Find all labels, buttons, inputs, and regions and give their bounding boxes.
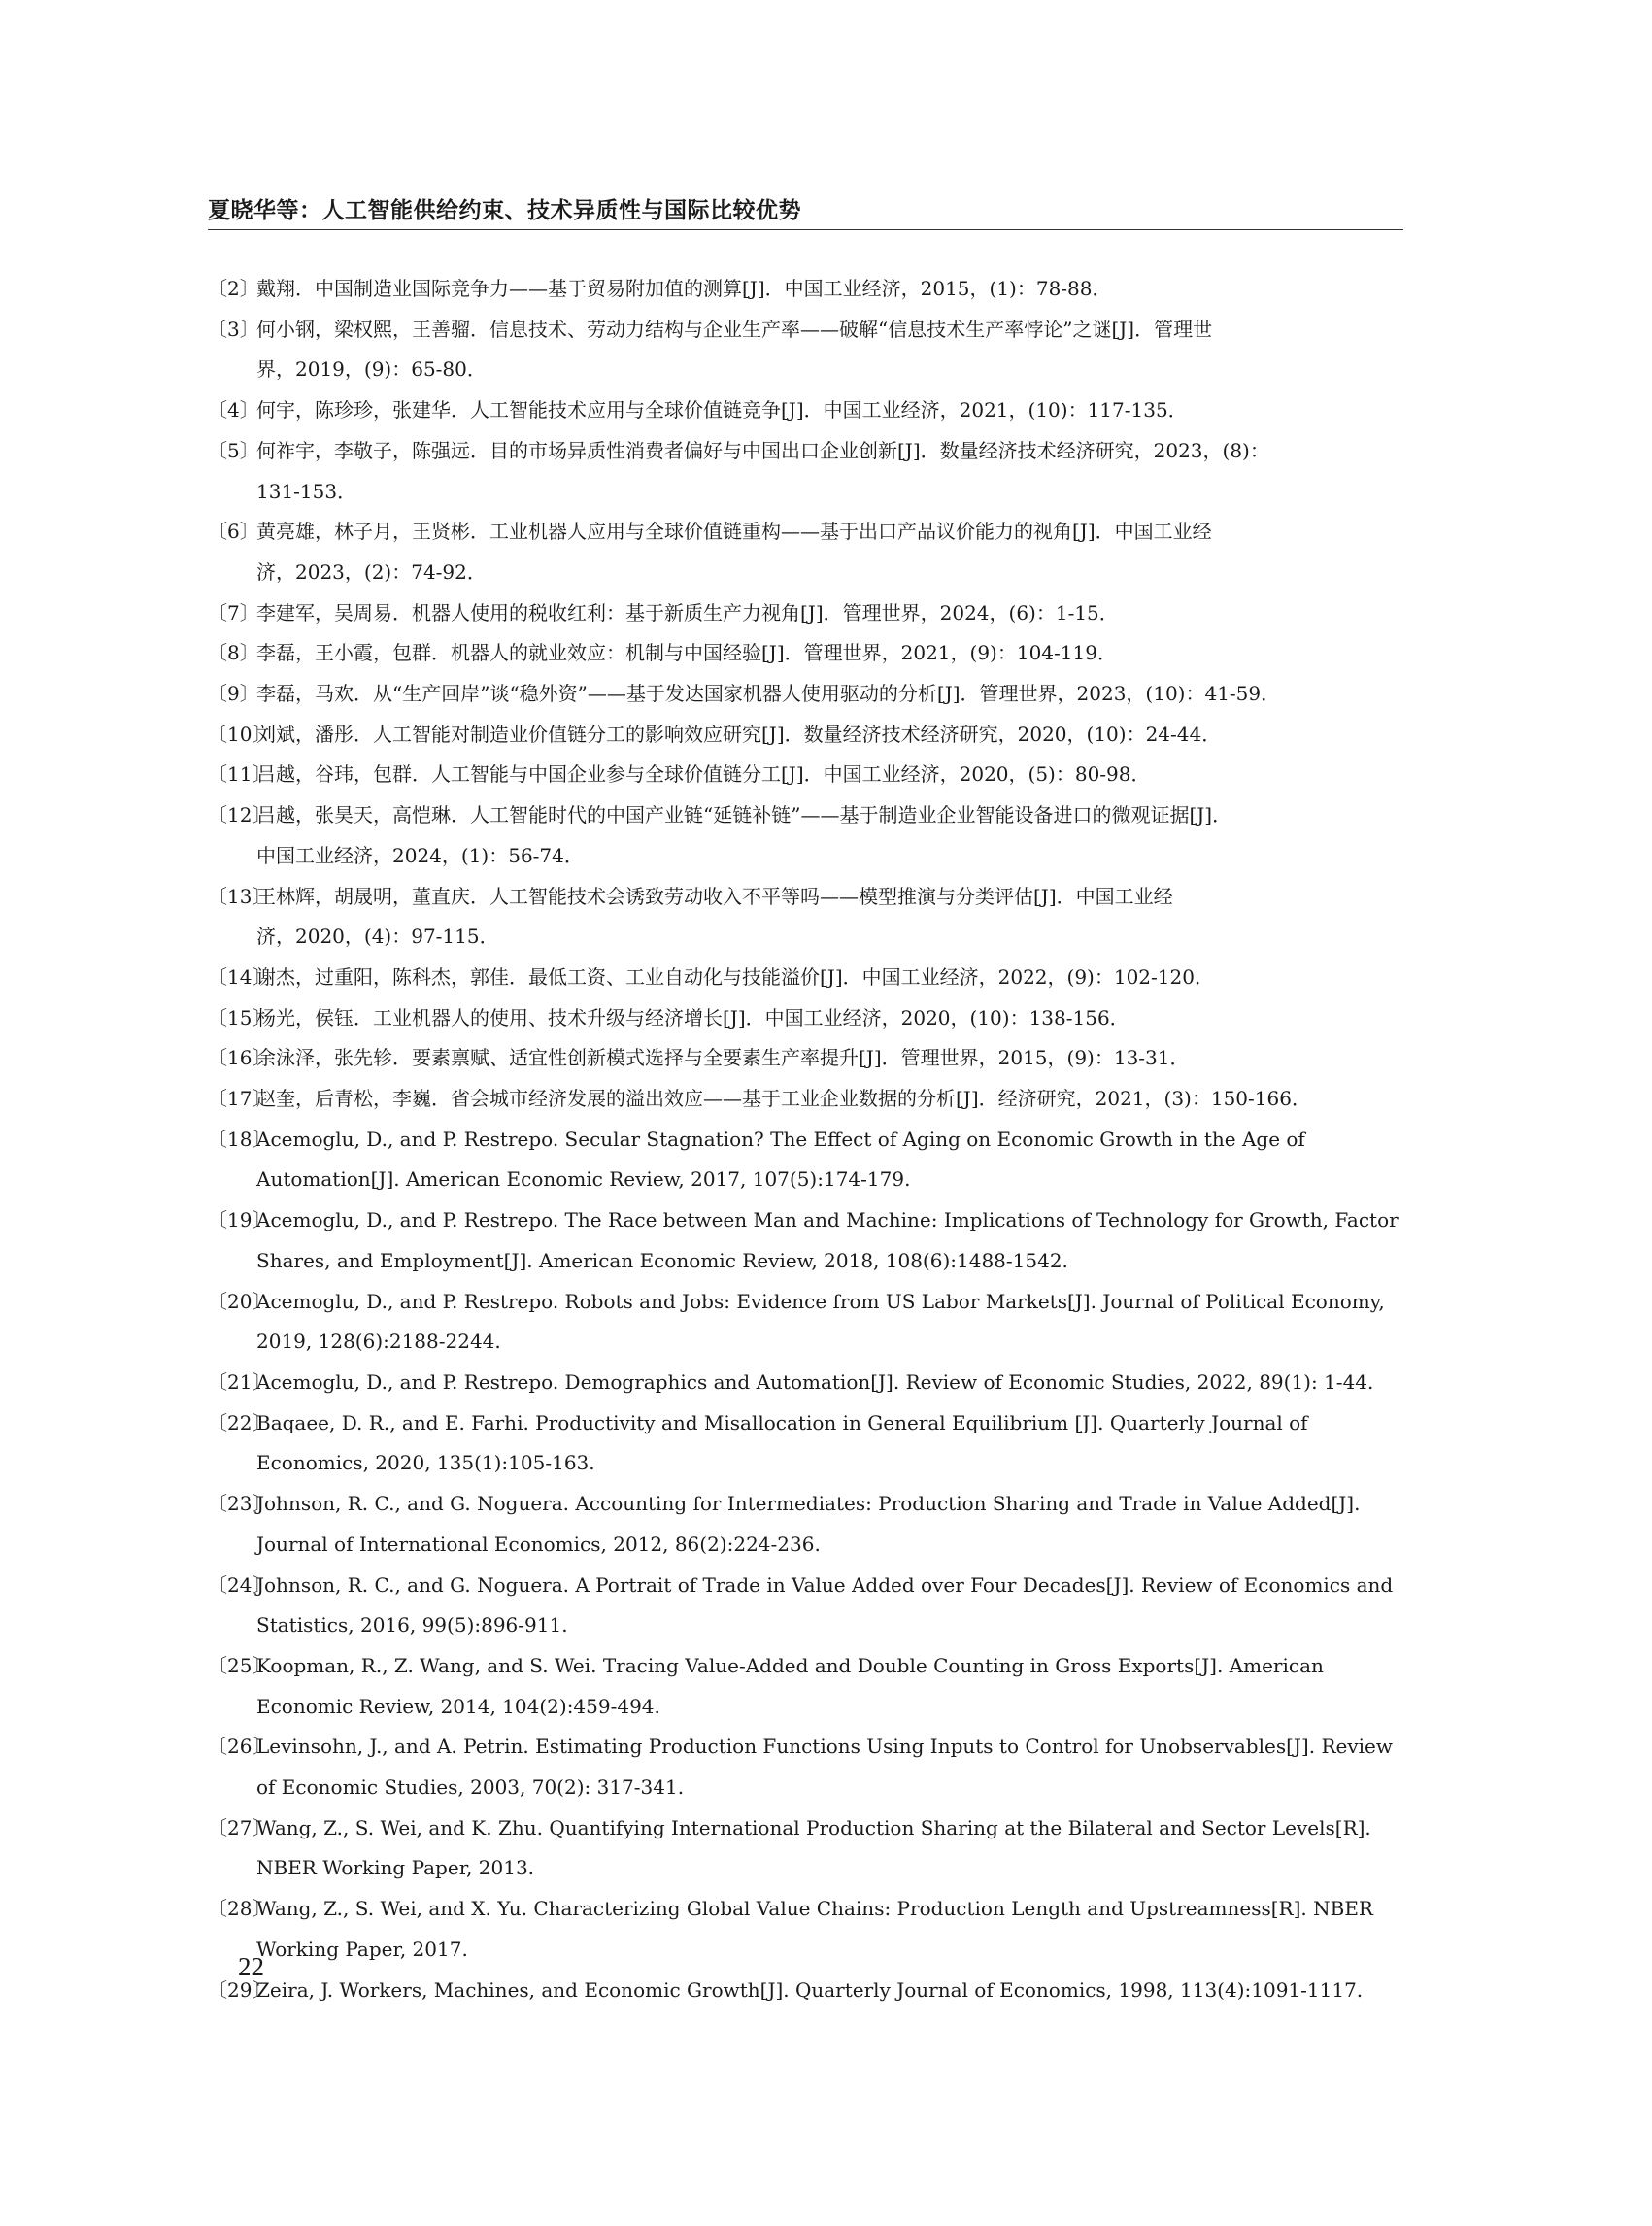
reference-text-line: 黄亮雄，林子月，王贤彬．工业机器人应用与全球价值链重构——基于出口产品议价能力的视角[J]．中国工业经 [256, 520, 1212, 544]
reference-text-line: 界，2019，(9)：65-80． [256, 357, 487, 382]
reference-text-line: Zeira, J. Workers, Machines, and Economic Growth[J]. Quarterly Journal of Economics, 1998, 113(4):1091-1117. [256, 1977, 1364, 2002]
reference-item [208, 1120, 1403, 1200]
reference-text-line: Economic Review, 2014, 104(2):459-494. [256, 1694, 660, 1718]
reference-item [208, 1484, 1403, 1565]
reference-text-line: Acemoglu, D., and P. Restrepo. The Race between Man and Machine: Implications of Technology for Growth, Factor [256, 1208, 1399, 1232]
reference-item [208, 795, 1403, 876]
reference-item [208, 958, 1403, 998]
reference-text-line: Baqaee, D. R., and E. Farhi. Productivity and Misallocation in General Equilibrium [J]. Quarterly Journal of [256, 1410, 1308, 1434]
reference-text-line: Working Paper, 2017. [256, 1937, 468, 1961]
reference-item [208, 1971, 1403, 2011]
reference-number: 〔14〕 [208, 964, 272, 989]
reference-text-line: Automation[J]. American Economic Review, 2017, 107(5):174-179. [256, 1167, 911, 1192]
reference-text-line: Levinsohn, J., and A. Petrin. Estimating Production Functions Using Inputs to Control for Unobservables[J]. Review [256, 1735, 1393, 1759]
reference-item [208, 755, 1403, 795]
reference-text-line: 刘斌，潘彤．人工智能对制造业价值链分工的影响效应研究[J]．数量经济技术经济研究，2020，(10)：24-44． [256, 722, 1222, 746]
reference-item [208, 1282, 1403, 1363]
page-number: 22 [238, 1952, 264, 1981]
reference-item [208, 633, 1403, 674]
reference-number: 〔10〕 [208, 722, 272, 746]
reference-item [208, 998, 1403, 1039]
reference-number: 〔23〕 [208, 1492, 272, 1516]
reference-text-line: Johnson, R. C., and G. Noguera. Accounting for Intermediates: Production Sharing and Trade in Value Added[J]. [256, 1492, 1361, 1516]
reference-number: 〔25〕 [208, 1653, 272, 1677]
reference-text-line: 杨光，侯钰．工业机器人的使用、技术升级与经济增长[J]．中国工业经济，2020，(10)：138-156． [256, 1005, 1129, 1029]
reference-text-line: 2019, 128(6):2188-2244. [256, 1330, 501, 1354]
reference-number: 〔16〕 [208, 1046, 272, 1070]
reference-text-line: 吕越，张昊天，高恺琳．人工智能时代的中国产业链“延链补链”——基于制造业企业智能设备进口的微观证据[J]． [256, 803, 1232, 827]
reference-text-line: NBER Working Paper, 2013. [256, 1856, 535, 1880]
reference-item [208, 877, 1403, 958]
reference-text-line: Statistics, 2016, 99(5):896-911. [256, 1613, 568, 1637]
reference-text-line: 何宇，陈珍珍，张建华．人工智能技术应用与全球价值链竞争[J]．中国工业经济，2021，(10)：117-135． [256, 398, 1188, 422]
reference-item [208, 1038, 1403, 1079]
reference-text-line: 131-153． [256, 479, 357, 503]
reference-item [208, 512, 1403, 592]
reference-item [208, 1079, 1403, 1120]
reference-text-line: 何小钢，梁权熙，王善骝．信息技术、劳动力结构与企业生产率——破解“信息技术生产率悖论”之谜[J]．管理世 [256, 317, 1213, 341]
running-header [208, 190, 1403, 230]
reference-number: 〔12〕 [208, 803, 272, 827]
reference-item [208, 1727, 1403, 1807]
reference-text-line: Journal of International Economics, 2012, 86(2):224-236. [256, 1532, 821, 1556]
reference-text-line: 济，2023，(2)：74-92． [256, 559, 487, 584]
reference-item [208, 1889, 1403, 1970]
reference-text-line: 何祚宇，李敬子，陈强远．目的市场异质性消费者偏好与中国出口企业创新[J]．数量经济技术经济研究，2023，(8)： [256, 438, 1269, 462]
header-title: 夏晓华等：人工智能供给约束、技术异质性与国际比较优势 [208, 198, 801, 223]
reference-number: 〔20〕 [208, 1289, 272, 1313]
reference-item [208, 269, 1403, 310]
reference-number: 〔27〕 [208, 1815, 272, 1839]
reference-text-line: 李磊，王小霞，包群．机器人的就业效应：机制与中国经验[J]．管理世界，2021，(9)：104-119． [256, 641, 1117, 665]
reference-text-line: 余泳泽，张先轸．要素禀赋、适宜性创新模式选择与全要素生产率提升[J]．管理世界，2015，(9)：13-31． [256, 1046, 1190, 1070]
reference-text-line: 王林辉，胡晟明，董直庆．人工智能技术会诱致劳动收入不平等吗——模型推演与分类评估[J]．中国工业经 [256, 884, 1173, 908]
reference-number: 〔19〕 [208, 1208, 272, 1232]
reference-text-line: 济，2020，(4)：97-115． [256, 925, 499, 949]
reference-number: 〔11〕 [208, 762, 272, 787]
reference-text-line: 李磊，马欢．从“生产回岸”谈“稳外资”——基于发达国家机器人使用驱动的分析[J]．管理世界，2023，(10)：41-59． [256, 682, 1281, 706]
reference-item [208, 390, 1403, 431]
reference-number: 〔24〕 [208, 1572, 272, 1597]
reference-number: 〔18〕 [208, 1127, 272, 1151]
reference-item [208, 593, 1403, 634]
reference-text-line: Acemoglu, D., and P. Restrepo. Demographics and Automation[J]. Review of Economic Studies, 2022, 89(1): 1-44. [256, 1369, 1374, 1394]
reference-text-line: Koopman, R., Z. Wang, and S. Wei. Tracing Value-Added and Double Counting in Gross Exports[J]. American [256, 1653, 1324, 1677]
reference-number: 〔6〕 [208, 520, 259, 544]
reference-text-line: Wang, Z., S. Wei, and K. Zhu. Quantifying International Production Sharing at the Bilateral and Sector Levels[R]. [256, 1815, 1371, 1839]
reference-item [208, 1363, 1403, 1403]
reference-item [208, 1808, 1403, 1889]
reference-item [208, 1566, 1403, 1646]
reference-item [208, 715, 1403, 756]
reference-text-line: 吕越，谷玮，包群．人工智能与中国企业参与全球价值链分工[J]．中国工业经济，2020，(5)：80-98． [256, 762, 1151, 787]
reference-number: 〔7〕 [208, 600, 259, 624]
reference-number: 〔3〕 [208, 317, 259, 341]
reference-item [208, 431, 1403, 512]
reference-number: 〔9〕 [208, 682, 259, 706]
reference-text-line: 戴翔．中国制造业国际竞争力——基于贸易附加值的测算[J]．中国工业经济，2015，(1)：78-88． [256, 277, 1112, 300]
reference-number: 〔4〕 [208, 398, 259, 422]
reference-text-line: 李建军，吴周易．机器人使用的税收红利：基于新质生产力视角[J]．管理世界，2024，(6)：1-15． [256, 600, 1119, 624]
reference-text-line: Shares, and Employment[J]. American Economic Review, 2018, 108(6):1488-1542. [256, 1248, 1068, 1272]
reference-text-line: 赵奎，后青松，李巍．省会城市经济发展的溢出效应——基于工业企业数据的分析[J]．经济研究，2021，(3)：150-166． [256, 1087, 1311, 1111]
reference-text-line: of Economic Studies, 2003, 70(2): 317-341. [256, 1775, 685, 1800]
reference-number: 〔15〕 [208, 1005, 272, 1029]
reference-text-line: 谢杰，过重阳，陈科杰，郭佳．最低工资、工业自动化与技能溢价[J]．中国工业经济，2022，(9)：102-120． [256, 964, 1214, 989]
reference-number: 〔21〕 [208, 1369, 272, 1394]
reference-item [208, 1200, 1403, 1281]
reference-number: 〔22〕 [208, 1410, 272, 1434]
reference-item [208, 310, 1403, 390]
reference-number: 〔17〕 [208, 1087, 272, 1111]
reference-number: 〔13〕 [208, 884, 272, 908]
reference-number: 〔26〕 [208, 1735, 272, 1759]
reference-number: 〔8〕 [208, 641, 259, 665]
reference-number: 〔5〕 [208, 438, 259, 462]
reference-number: 〔28〕 [208, 1897, 272, 1921]
reference-number: 〔2〕 [208, 277, 259, 300]
reference-item [208, 674, 1403, 715]
reference-list [208, 269, 1403, 2010]
reference-text-line: Johnson, R. C., and G. Noguera. A Portrait of Trade in Value Added over Four Decades[J]. Review of Economics and [256, 1572, 1394, 1597]
reference-text-line: Economics, 2020, 135(1):105-163. [256, 1451, 595, 1475]
reference-number: 〔29〕 [208, 1977, 272, 2002]
reference-text-line: Wang, Z., S. Wei, and X. Yu. Characterizing Global Value Chains: Production Length and Upstreamness[R]. NBER [256, 1897, 1373, 1921]
reference-item [208, 1403, 1403, 1484]
reference-text-line: 中国工业经济，2024，(1)：56-74． [256, 843, 584, 867]
reference-text-line: Acemoglu, D., and P. Restrepo. Secular Stagnation? The Effect of Aging on Economic Growth in the Age of [256, 1127, 1305, 1151]
reference-text-line: Acemoglu, D., and P. Restrepo. Robots and Jobs: Evidence from US Labor Markets[J]. Journal of Political Economy, [256, 1289, 1385, 1313]
reference-item [208, 1646, 1403, 1727]
